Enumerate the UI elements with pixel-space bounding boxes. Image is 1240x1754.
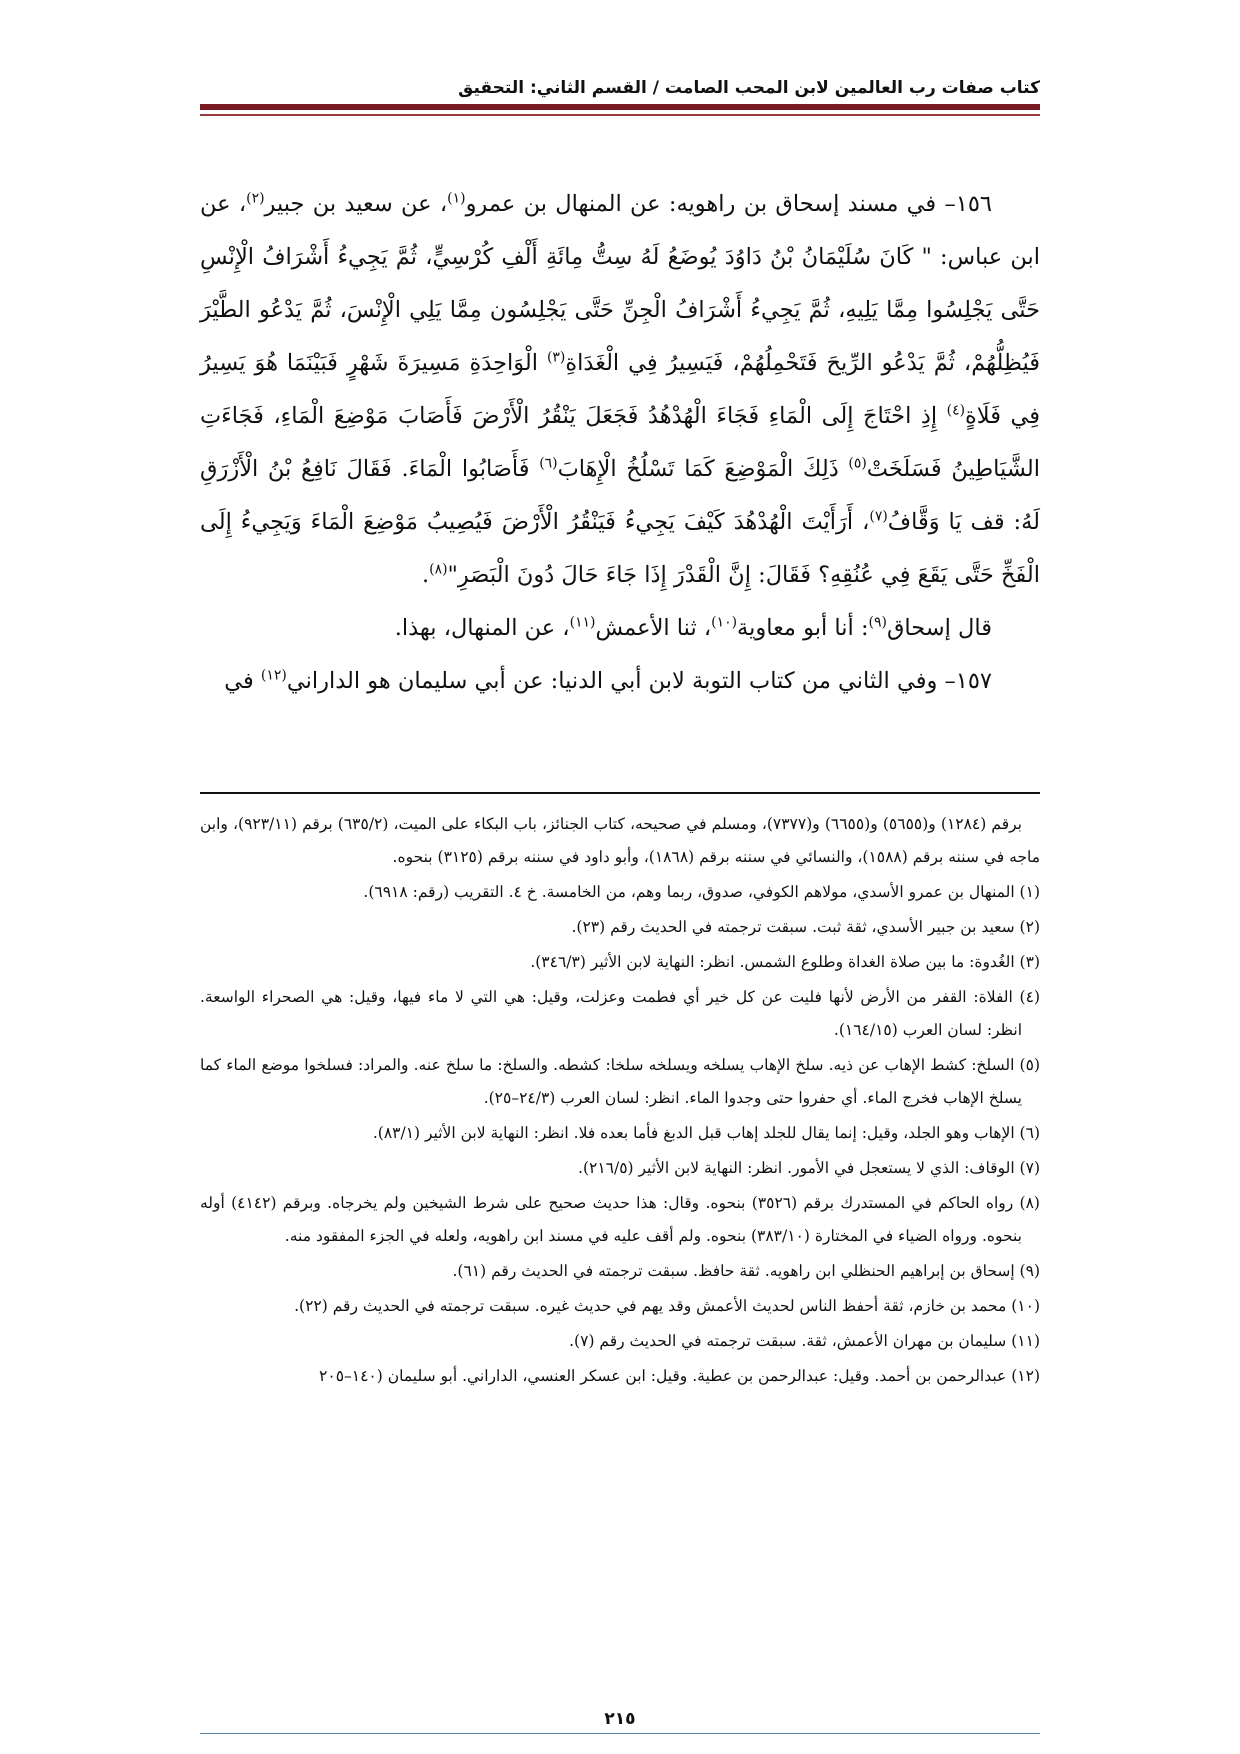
footnote-ref: (٦) <box>539 455 558 472</box>
footnote-ref: (٤) <box>946 402 966 419</box>
footnote-ref: (٩) <box>868 614 887 631</box>
footnote-5: (٥) السلخ: كشط الإهاب عن ذيه. سلخ الإهاب يسلخه ويسلخه سلخا: كشطه. والسلخ: ما سلخ عنه. والمراد: فسلخوا موضع الماء كما يسلخ الإهاب فخرج الماء. أي حفروا حتى وجدوا الماء. انظر: لسان العرب (٢٤/٣–٢٥). <box>200 1056 1040 1107</box>
footnote-separator <box>200 792 1040 794</box>
main-text <box>200 178 1040 708</box>
footnote-9: (٩) إسحاق بن إبراهيم الحنظلي ابن راهويه. ثقة حافظ. سبقت ترجمته في الحديث رقم (٦١). <box>452 1262 1040 1280</box>
footnote-4: (٤) الفلاة: القفر من الأرض لأنها فليت عن كل خير أي فطمت وعزلت، وقيل: هي التي لا ماء فيها، وقيل: هي الصحراء الواسعة. انظر: لسان العرب (١٦٤/١٥). <box>200 988 1040 1039</box>
header-rule-thick <box>200 104 1040 110</box>
footnote-8: (٨) رواه الحاكم في المستدرك برقم (٣٥٢٦) بنحوه. وقال: هذا حديث صحيح على شرط الشيخين ولم يخرجاه. وبرقم (٤١٤٢) أوله بنحوه. ورواه الضياء في المختارة (٣٨٣/١٠) بنحوه. ولم أقف عليه في مسند ابن راهويه، ولعله في الجزء المفقود منه. <box>200 1194 1040 1245</box>
footnote-ref: (٨) <box>429 561 448 578</box>
footnote-11: (١١) سليمان بن مهران الأعمش، ثقة. سبقت ترجمته في الحديث رقم (٧). <box>569 1332 1040 1350</box>
footnote-3: (٣) الغُدوة: ما بين صلاة الغداة وطلوع الشمس. انظر: النهاية لابن الأثير (٣٤٦/٣). <box>530 953 1040 971</box>
page-number-wrap <box>0 1709 1240 1729</box>
footnote-ref: (٣) <box>546 349 566 366</box>
footnote-ref: (٧) <box>869 508 888 525</box>
footnote-10: (١٠) محمد بن خازم، ثقة أحفظ الناس لحديث الأعمش وقد يهم في حديث غيره. سبقت ترجمته في الحديث رقم (٢٢). <box>294 1297 1040 1315</box>
hadith-156: ١٥٦– في مسند إسحاق بن راهويه: عن المنهال بن عمرو$^{(١)}$، عن سعيد بن جبير$^{(٢)}$، عن ابن عباس: " كَانَ سُلَيْمَانُ بْنُ دَاوُدَ يُوضَعُ لَهُ سِتُّ مِائَةِ أَلْفِ كُرْسِيٍّ، ثُمَّ يَجِيءُ أَشْرَافُ الْإِنْسِ حَتَّى يَجْلِسُوا مِمَّا يَلِيهِ، ثُمَّ يَجِيءُ أَشْرَافُ الْجِنِّ حَتَّى يَجْلِسُون مِمَّا يَلِي الْإِنْسَ، ثُمَّ يَدْعُو الطَّيْرَ فَيُظِلُّهُمْ، ثُمَّ يَدْعُو الرِّيحَ فَتَحْمِلُهُمْ، فَيَسِيرُ فِي الْغَدَاةِ$^{(٣)}$ الْوَاحِدَةِ مَسِيرَةَ شَهْرٍ فَبَيْنَمَا هُوَ يَسِيرُ فِي فَلَاةٍ$^{(٤)}$ إِذِ احْتَاجَ إِلَى الْمَاءِ فَجَاءَ الْهُدْهُدُ فَجَعَلَ يَنْقُرُ الْأَرْضَ فَأَصَابَ مَوْضِعَ الْمَاءِ، فَجَاءَتِ الشَّيَاطِينُ فَسَلَخَتْ$^{(٥)}$ ذَلِكَ الْمَوْضِعَ كَمَا تَسْلُخُ الْإِهَابَ$^{(٦)}$ فَأَصَابُوا الْمَاءَ. فَقَالَ نَافِعُ بْنُ الْأَزْرَقِ لَهُ: قف يَا وَقَّافُ$^{(٧)}$، أَرَأَيْتَ الْهُدْهُدَ كَيْفَ يَجِيءُ فَيَنْقُرُ الْأَرْضَ فَيُصِيبُ مَوْضِعَ الْمَاءَ وَيَجِيءُ إِلَى الْفَخِّ حَتَّى يَقَعَ فِي عُنُقِهِ؟ فَقَالَ: إِنَّ الْقَدْرَ إِذَا جَاءَ حَالَ دُونَ الْبَصَرِ"$^{(٨)}$. <box>200 190 1040 588</box>
header-rule-thin <box>200 114 1040 116</box>
footnote-ref: (١٠) <box>711 614 738 631</box>
footer-rule <box>200 1733 1040 1734</box>
footnote-ref: (٢) <box>246 190 265 207</box>
footnote-1: (١) المنهال بن عمرو الأسدي، مولاهم الكوفي، صدوق، ربما وهم، من الخامسة. خ ٤. التقريب (رقم: ٦٩١٨). <box>363 883 1040 901</box>
footnote-ref: (١٢) <box>260 667 287 684</box>
footnotes <box>200 808 1040 1395</box>
footnote-continuation: برقم (١٢٨٤) و(٥٦٥٥) و(٦٦٥٥) و(٧٣٧٧)، ومسلم في صحيحه، كتاب الجنائز، باب البكاء على الميت، (٦٣٥/٢) برقم (٩٢٣/١١)، وابن ماجه في سننه برقم (١٥٨٨)، والنسائي في سننه برقم (١٨٦٨)، وأبو داود في سننه برقم (٣١٢٥) بنحوه. <box>200 815 1040 866</box>
footnote-ref: (١١) <box>569 614 596 631</box>
footnote-ref: (١) <box>447 190 466 207</box>
footnote-12: (١٢) عبدالرحمن بن أحمد. وقيل: عبدالرحمن بن عطية. وقيل: ابن عسكر العنسي، الداراني. أبو سليمان (١٤٠–٢٠٥ <box>319 1367 1040 1385</box>
footnote-2: (٢) سعيد بن جبير الأسدي، ثقة ثبت. سبقت ترجمته في الحديث رقم (٢٣). <box>571 918 1040 936</box>
isnad-paragraph: قال إسحاق$^{(٩)}$: أنا أبو معاوية$^{(١٠)}$، ثنا الأعمش$^{(١١)}$، عن المنهال، بهذا. <box>394 614 992 641</box>
page-number: ٢١٥ <box>594 1709 645 1729</box>
hadith-157: ١٥٧– وفي الثاني من كتاب التوبة لابن أبي الدنيا: عن أبي سليمان هو الداراني$^{(١٢)}$ في <box>224 667 992 694</box>
footnote-6: (٦) الإهاب وهو الجلد، وقيل: إنما يقال للجلد إهاب قبل الدبغ فأما بعده فلا. انظر: النهاية لابن الأثير (٨٣/١). <box>372 1124 1040 1142</box>
footnote-7: (٧) الوقاف: الذي لا يستعجل في الأمور. انظر: النهاية لابن الأثير (٢١٦/٥). <box>578 1159 1040 1177</box>
footnote-ref: (٥) <box>848 455 867 472</box>
running-header: كتاب صفات رب العالمين لابن المحب الصامت / القسم الثاني: التحقيق <box>458 78 1040 98</box>
